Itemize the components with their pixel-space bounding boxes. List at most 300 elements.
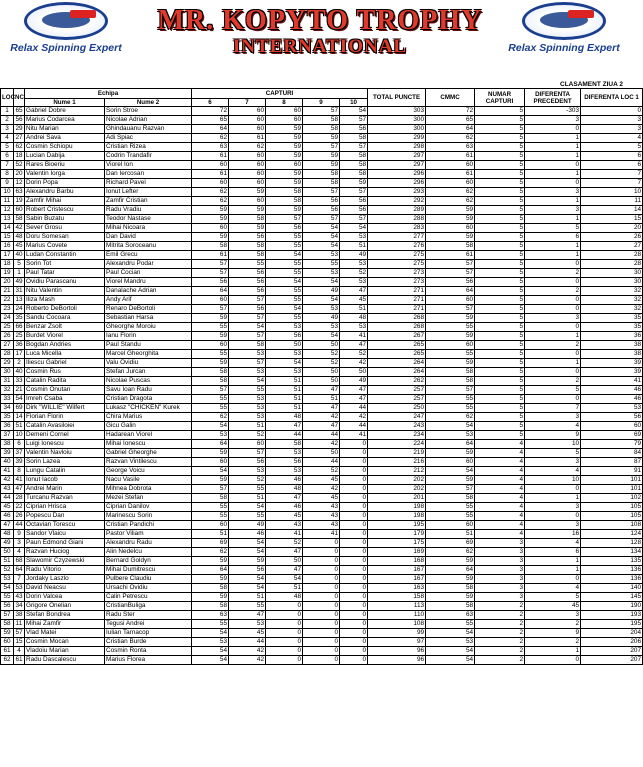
table-cell: 55 <box>266 233 303 242</box>
table-cell: 5 <box>475 395 525 404</box>
table-cell: 59 <box>303 152 340 161</box>
table-cell: 175 <box>368 539 426 548</box>
table-cell: Cristian Rizea <box>105 143 192 152</box>
table-cell: 5 <box>475 404 525 413</box>
table-cell: 277 <box>368 233 426 242</box>
table-cell: Marinescu Sorin <box>105 512 192 521</box>
table-cell: Mihai Dumitrescu <box>105 566 192 575</box>
table-cell: 58 <box>426 242 475 251</box>
table-cell: 0 <box>340 557 368 566</box>
table-cell: 0 <box>303 620 340 629</box>
table-cell: 5 <box>475 350 525 359</box>
table-cell: 216 <box>368 458 426 467</box>
table-cell: 3 <box>1 125 14 134</box>
table-row <box>1 449 643 458</box>
table-cell: Roberto DeBortoli <box>25 305 105 314</box>
table-cell: 247 <box>368 413 426 422</box>
table-cell: 42 <box>229 656 266 665</box>
table-cell: Iliescu Gabriel <box>25 359 105 368</box>
table-cell: 59 <box>192 332 229 341</box>
table-cell: 57 <box>426 485 475 494</box>
table-cell: 57 <box>229 359 266 368</box>
table-cell: Razvan Huciog <box>25 548 105 557</box>
table-cell: 53 <box>303 251 340 260</box>
table-cell: 59 <box>266 206 303 215</box>
table-row <box>1 647 643 656</box>
table-cell: 69 <box>15 404 23 411</box>
table-cell: 49 <box>340 377 368 386</box>
table-cell: 38 <box>15 611 23 618</box>
table-cell: Sabin Buzatu <box>25 215 105 224</box>
table-cell: 5 <box>475 332 525 341</box>
table-cell: 0 <box>266 656 303 665</box>
table-cell: 13 <box>15 296 23 303</box>
table-cell: Sorin Lazea <box>25 458 105 467</box>
table-cell: 303 <box>368 107 426 116</box>
table-cell: 52 <box>303 467 340 476</box>
table-cell: 57 <box>192 269 229 278</box>
col-capturi: CAPTURI <box>192 89 368 99</box>
table-cell: 292 <box>368 197 426 206</box>
table-cell: 135 <box>581 557 643 566</box>
table-cell: 63 <box>426 143 475 152</box>
table-cell: 0 <box>340 539 368 548</box>
table-cell: 46 <box>1 512 14 521</box>
table-cell: 234 <box>368 431 426 440</box>
table-cell: 3 <box>525 458 581 467</box>
table-cell: 60 <box>266 161 303 170</box>
table-cell: 54 <box>303 296 340 305</box>
table-cell: 158 <box>368 593 426 602</box>
table-cell: Grigore Onelian <box>25 602 105 611</box>
table-cell: 49 <box>340 251 368 260</box>
table-cell: 58 <box>426 377 475 386</box>
table-cell: Mihnea Dobrota <box>105 485 192 494</box>
table-cell: 105 <box>581 503 643 512</box>
table-cell: Codrin Trandafir <box>105 152 192 161</box>
table-cell: 59 <box>192 476 229 485</box>
table-cell: 34 <box>1 404 14 413</box>
table-cell: Alexandru Barbu <box>25 188 105 197</box>
table-cell: 59 <box>266 143 303 152</box>
table-cell: 288 <box>368 215 426 224</box>
table-cell: 57 <box>303 188 340 197</box>
table-cell: 5 <box>475 296 525 305</box>
table-cell: 0 <box>340 530 368 539</box>
table-cell: 5 <box>475 170 525 179</box>
table-cell: 59 <box>192 593 229 602</box>
table-cell: 96 <box>368 647 426 656</box>
table-cell: 40 <box>15 251 23 258</box>
table-cell: 219 <box>368 449 426 458</box>
table-cell: 108 <box>368 620 426 629</box>
table-cell: 64 <box>192 566 229 575</box>
table-cell: 60 <box>229 197 266 206</box>
col-echipa: Echipa <box>25 89 192 99</box>
table-cell: 42 <box>303 413 340 422</box>
table-cell: Radu Vitorio <box>25 566 105 575</box>
table-cell: Radu Ster <box>105 611 192 620</box>
table-cell: 60 <box>192 458 229 467</box>
table-cell: 38 <box>1 440 14 449</box>
table-cell: 28 <box>581 251 643 260</box>
table-cell: 5 <box>525 593 581 602</box>
table-cell: 0 <box>525 179 581 188</box>
table-cell: Ianu Florin <box>105 332 192 341</box>
table-cell: Mihai Nicoara <box>105 224 192 233</box>
table-cell: -303 <box>525 107 581 116</box>
table-cell: 267 <box>368 332 426 341</box>
table-cell: 41 <box>340 332 368 341</box>
table-cell: 52 <box>266 539 303 548</box>
table-cell: 0 <box>303 629 340 638</box>
table-cell: Ovidiu Parascanu <box>25 278 105 287</box>
table-cell: 51 <box>229 494 266 503</box>
table-cell: 0 <box>340 584 368 593</box>
table-cell: 53 <box>266 323 303 332</box>
table-cell: 21 <box>1 287 14 296</box>
table-cell: 0 <box>340 494 368 503</box>
table-cell: 64 <box>426 440 475 449</box>
table-cell: Jordaky Laszlo <box>25 575 105 584</box>
table-cell: 97 <box>368 638 426 647</box>
table-cell: 62 <box>192 134 229 143</box>
table-cell: Tegusi Andrei <box>105 620 192 629</box>
brand-label: Relax Spinning Expert <box>10 42 122 54</box>
table-row <box>1 512 643 521</box>
table-cell: 0 <box>525 278 581 287</box>
table-cell: 0 <box>340 521 368 530</box>
table-cell: 190 <box>581 602 643 611</box>
table-cell: 53 <box>303 323 340 332</box>
table-cell: Bogdan Andries <box>25 341 105 350</box>
table-cell: 44 <box>303 431 340 440</box>
table-cell: 212 <box>368 467 426 476</box>
table-cell: 124 <box>581 530 643 539</box>
table-cell: 0 <box>303 539 340 548</box>
table-cell: 299 <box>368 134 426 143</box>
table-cell: Demeni Cornel <box>25 431 105 440</box>
table-cell: 4 <box>1 134 14 143</box>
table-cell: 5 <box>475 251 525 260</box>
table-cell: 55 <box>426 620 475 629</box>
table-cell: 64 <box>426 125 475 134</box>
table-row <box>1 386 643 395</box>
table-cell: 33 <box>15 377 23 384</box>
table-cell: 60 <box>192 224 229 233</box>
table-cell: 55 <box>426 503 475 512</box>
table-cell: Stefan Jurcan <box>105 368 192 377</box>
table-cell: 45 <box>303 476 340 485</box>
table-cell: 54 <box>266 359 303 368</box>
table-cell: 3 <box>475 539 525 548</box>
table-cell: 29 <box>1 359 14 368</box>
table-cell: 36 <box>1 422 14 431</box>
table-cell: Sebastian Harsa <box>105 314 192 323</box>
table-cell: Stefan Bondrea <box>25 611 105 620</box>
table-cell: 1 <box>525 251 581 260</box>
table-cell: 62 <box>192 197 229 206</box>
table-cell: 17 <box>15 350 23 357</box>
table-cell: 0 <box>303 593 340 602</box>
table-cell: David Neacsu <box>25 584 105 593</box>
table-cell: 0 <box>525 260 581 269</box>
table-cell: 57 <box>229 314 266 323</box>
table-cell: 4 <box>525 467 581 476</box>
table-row <box>1 566 643 575</box>
table-cell: 56 <box>229 269 266 278</box>
table-cell: 55 <box>229 602 266 611</box>
table-cell: 57 <box>340 116 368 125</box>
table-cell: 56 <box>229 566 266 575</box>
table-cell: Dirk "WILLIE" Wilfert <box>25 404 105 413</box>
table-cell: Cristian Dragota <box>105 395 192 404</box>
table-cell: 60 <box>229 107 266 116</box>
table-row <box>1 170 643 179</box>
table-cell: 136 <box>581 566 643 575</box>
table-cell: 25 <box>15 332 23 339</box>
table-cell: Cosmin Onutan <box>25 386 105 395</box>
table-cell: 0 <box>303 647 340 656</box>
table-row <box>1 287 643 296</box>
table-cell: 63 <box>15 188 23 195</box>
table-cell: 51 <box>303 395 340 404</box>
table-cell: 4 <box>475 449 525 458</box>
table-cell: 46 <box>266 476 303 485</box>
table-cell: 53 <box>229 404 266 413</box>
table-cell: 54 <box>266 251 303 260</box>
table-cell: 30 <box>581 269 643 278</box>
table-cell: 56 <box>303 206 340 215</box>
table-row <box>1 233 643 242</box>
col-c6: 6 <box>192 99 229 107</box>
table-cell: 48 <box>266 413 303 422</box>
table-row <box>1 260 643 269</box>
table-row <box>1 494 643 503</box>
table-cell: 96 <box>368 656 426 665</box>
table-cell: Luca Micella <box>25 350 105 359</box>
table-cell: 0 <box>340 602 368 611</box>
table-cell: 58 <box>266 440 303 449</box>
table-cell: 55 <box>426 512 475 521</box>
table-row <box>1 242 643 251</box>
table-cell: 283 <box>368 224 426 233</box>
table-cell: 47 <box>266 494 303 503</box>
table-cell: 57 <box>303 215 340 224</box>
table-cell: Gabriel Dobre <box>25 107 105 116</box>
table-cell: 2 <box>475 638 525 647</box>
table-cell: 50 <box>303 341 340 350</box>
table-cell: 46 <box>229 530 266 539</box>
table-cell: 206 <box>581 638 643 647</box>
table-cell: 35 <box>581 323 643 332</box>
table-cell: 54 <box>192 647 229 656</box>
table-row <box>1 332 643 341</box>
table-cell: 163 <box>368 584 426 593</box>
table-cell: 4 <box>475 530 525 539</box>
table-cell: 268 <box>368 323 426 332</box>
table-cell: 4 <box>475 521 525 530</box>
table-row <box>1 107 643 116</box>
table-cell: 62 <box>426 413 475 422</box>
logo-right <box>500 2 628 58</box>
table-cell: George Voicu <box>105 467 192 476</box>
table-cell: 55 <box>426 323 475 332</box>
table-cell: 38 <box>581 350 643 359</box>
table-cell: 0 <box>525 485 581 494</box>
table-cell: 59 <box>229 557 266 566</box>
table-cell: 1 <box>525 359 581 368</box>
table-cell: 2 <box>475 620 525 629</box>
table-cell: 5 <box>1 143 14 152</box>
table-cell: 53 <box>229 413 266 422</box>
table-cell: 40 <box>1 458 14 467</box>
table-cell: 64 <box>192 125 229 134</box>
table-cell: 47 <box>266 422 303 431</box>
table-cell: 4 <box>475 503 525 512</box>
table-cell: 36 <box>15 341 23 348</box>
table-cell: 101 <box>581 485 643 494</box>
table-cell: 57 <box>426 305 475 314</box>
table-cell: 55 <box>1 593 14 602</box>
table-cell: 38 <box>581 341 643 350</box>
table-cell: 0 <box>303 611 340 620</box>
table-cell: 275 <box>368 260 426 269</box>
table-row <box>1 206 643 215</box>
table-cell: 3 <box>475 593 525 602</box>
table-cell: 57 <box>229 332 266 341</box>
table-cell: 60 <box>426 161 475 170</box>
table-cell: 110 <box>368 611 426 620</box>
table-cell: 168 <box>368 557 426 566</box>
table-cell: 298 <box>368 143 426 152</box>
table-cell: 57 <box>426 386 475 395</box>
table-cell: 265 <box>368 341 426 350</box>
table-cell: 49 <box>1 539 14 548</box>
table-row <box>1 557 643 566</box>
table-cell: Rares Bioeriu <box>25 161 105 170</box>
table-cell: Ciprian Danilov <box>105 503 192 512</box>
page-title: MR. KOPYTO TROPHY <box>157 5 483 36</box>
table-cell: 61 <box>426 251 475 260</box>
table-cell: 60 <box>229 116 266 125</box>
table-cell: 58 <box>340 170 368 179</box>
table-row <box>1 161 643 170</box>
col-c10: 10 <box>340 99 368 107</box>
table-cell: 3 <box>581 125 643 134</box>
table-cell: 79 <box>581 440 643 449</box>
table-cell: Benzar Zsolt <box>25 323 105 332</box>
table-cell: 102 <box>581 494 643 503</box>
table-cell: 54 <box>303 233 340 242</box>
table-cell: 54 <box>303 278 340 287</box>
table-row <box>1 197 643 206</box>
table-cell: 54 <box>192 422 229 431</box>
table-cell: 296 <box>368 179 426 188</box>
table-row <box>1 278 643 287</box>
table-cell: 5 <box>475 179 525 188</box>
table-cell: 49 <box>15 278 23 285</box>
table-cell: 4 <box>525 422 581 431</box>
table-cell: 54 <box>229 323 266 332</box>
table-cell: 58 <box>426 494 475 503</box>
table-cell: 2 <box>525 269 581 278</box>
table-cell: Octavian Torescu <box>25 521 105 530</box>
table-cell: 3 <box>475 548 525 557</box>
table-cell: 22 <box>15 503 23 510</box>
table-cell: 0 <box>266 647 303 656</box>
table-cell: 56 <box>340 125 368 134</box>
table-cell: Popescu Dan <box>25 512 105 521</box>
table-cell: 44 <box>229 638 266 647</box>
table-cell: 5 <box>14 260 25 269</box>
table-cell: 69 <box>581 431 643 440</box>
table-cell: 54 <box>426 422 475 431</box>
table-cell: 7 <box>14 575 25 584</box>
table-cell: 5 <box>475 269 525 278</box>
table-cell: 60 <box>426 458 475 467</box>
table-cell: Razvan Vintilescu <box>105 458 192 467</box>
table-cell: 0 <box>340 638 368 647</box>
table-cell: 43 <box>303 503 340 512</box>
table-cell: 57 <box>15 629 23 636</box>
table-cell: 32 <box>581 296 643 305</box>
table-row <box>1 584 643 593</box>
table-cell: 44 <box>340 404 368 413</box>
table-cell: Nitu Marian <box>25 125 105 134</box>
table-cell: 9 <box>525 431 581 440</box>
table-cell: 5 <box>475 341 525 350</box>
table-row <box>1 638 643 647</box>
table-cell: 51 <box>266 377 303 386</box>
table-cell: Sandor Vlaicu <box>25 530 105 539</box>
table-cell: 72 <box>426 107 475 116</box>
table-cell: 28 <box>15 494 23 501</box>
table-row <box>1 152 643 161</box>
table-cell: 51 <box>1 557 14 566</box>
table-cell: 54 <box>303 332 340 341</box>
table-cell: 72 <box>192 107 229 116</box>
table-cell: 59 <box>192 206 229 215</box>
table-cell: 271 <box>368 287 426 296</box>
table-cell: 49 <box>303 314 340 323</box>
table-cell: 7 <box>581 170 643 179</box>
brand-label: Relax Spinning Expert <box>508 42 620 54</box>
table-cell: 3 <box>525 188 581 197</box>
table-cell: Pastor Viliam <box>105 530 192 539</box>
table-cell: 4 <box>475 476 525 485</box>
table-cell: 53 <box>303 305 340 314</box>
table-row <box>1 188 643 197</box>
table-cell: 5 <box>475 152 525 161</box>
table-cell: Mitrita Soroceanu <box>105 242 192 251</box>
table-cell: Dorin Popa <box>25 179 105 188</box>
table-cell: 56 <box>229 233 266 242</box>
table-cell: 1 <box>525 152 581 161</box>
table-cell: 6 <box>1 152 14 161</box>
table-cell: 59 <box>426 332 475 341</box>
table-cell: 297 <box>368 161 426 170</box>
table-cell: 58 <box>192 377 229 386</box>
table-cell: 55 <box>192 512 229 521</box>
table-cell: 55 <box>426 395 475 404</box>
table-cell: Ludan Constantin <box>25 251 105 260</box>
table-cell: 271 <box>368 305 426 314</box>
table-cell: 55 <box>266 296 303 305</box>
table-cell: 1 <box>525 332 581 341</box>
table-cell: 51 <box>266 395 303 404</box>
table-cell: Teodor Nastase <box>105 215 192 224</box>
